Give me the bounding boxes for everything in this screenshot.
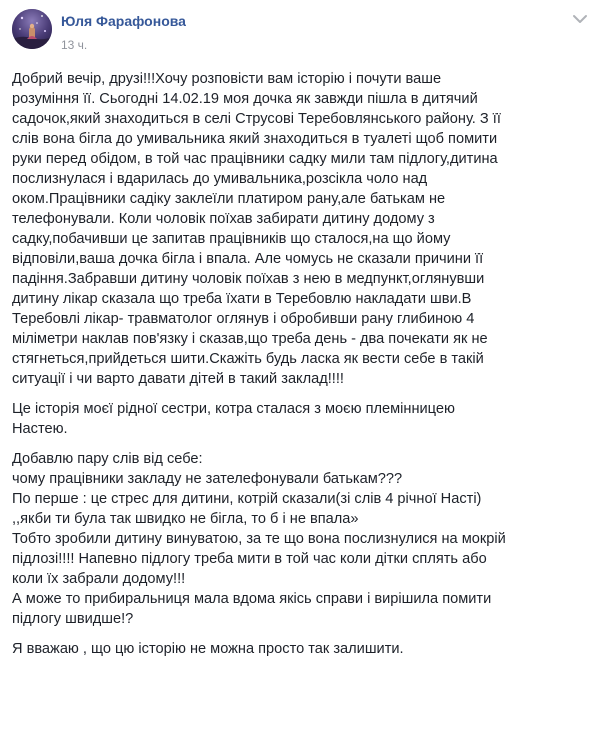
avatar[interactable] <box>12 9 52 49</box>
chevron-down-icon <box>571 12 589 26</box>
post-body <box>12 69 590 669</box>
post-paragraph: Я вважаю , що цю історію не можна просто так залишити. <box>12 641 404 657</box>
post-paragraph: Добавлю пару слів від себе: чому працівники закладу не зателефонували батькам??? По перше : це стрес для дитини, котрій сказали(зі слів 4 річної Насті) ,,якби ти була так швидко не бігла, то б і не впала» Тобто зробили дитину винуватою, за те що вона послизнулися на мокрій підлозі!!!! Напевно підлогу треба мити в той час коли дітки сплять або коли їх забрали додому!!! А може то прибиральниця мала вдома якісь справи і вирішила помити підлогу швидше!? <box>12 451 506 627</box>
author-name[interactable]: Юля Фарафонова <box>61 13 186 29</box>
post-paragraph: Це історія моєї рідної сестри, котра сталася з моєю племінницею Настею. <box>12 401 455 437</box>
post-options-button[interactable] <box>571 12 589 26</box>
avatar-photo-icon <box>12 9 52 49</box>
post-timestamp[interactable]: 13 ч. <box>61 38 88 52</box>
post-paragraph: Добрий вечір, друзі!!!Хочу розповісти вам історію і почути ваше розуміння її. Сьогодні 14.02.19 моя дочка як завжди пішла в дитячий садочок,який знаходиться в селі Струсові Теребовлянського району. З її слів вона бігла до умивальника який знаходиться в туалеті щоб помити руки перед обідом, в той час працівники садку мили там підлогу,дитина послизнулася і вдарилась до умивальника,розсікла чоло над оком.Працівники садіку заклеїли платиром рану,але батькам не телефонували. Коли чоловік поїхав забирати дитину додому з садку,побачивши це запитав працівників що сталося,на що йому відповіли,ваша дочка бігла і впала. Але чомусь не сказали причини її падіння.Забравши дитину чоловік поїхав з нею в медпункт,оглянувши дитину лікар сказала що треба їхати в Теребовлю накладати шви.В Теребовлі лікар- травматолог оглянув і обробивши рану глибиною 4 міліметри наклав пов'язку і сказав,що треба день - два почекати як не стягнеться,прийдеться шити.Скажіть будь ласка як вести себе в такій ситуації і чи варто давати дітей в такий заклад!!!! <box>12 71 501 387</box>
